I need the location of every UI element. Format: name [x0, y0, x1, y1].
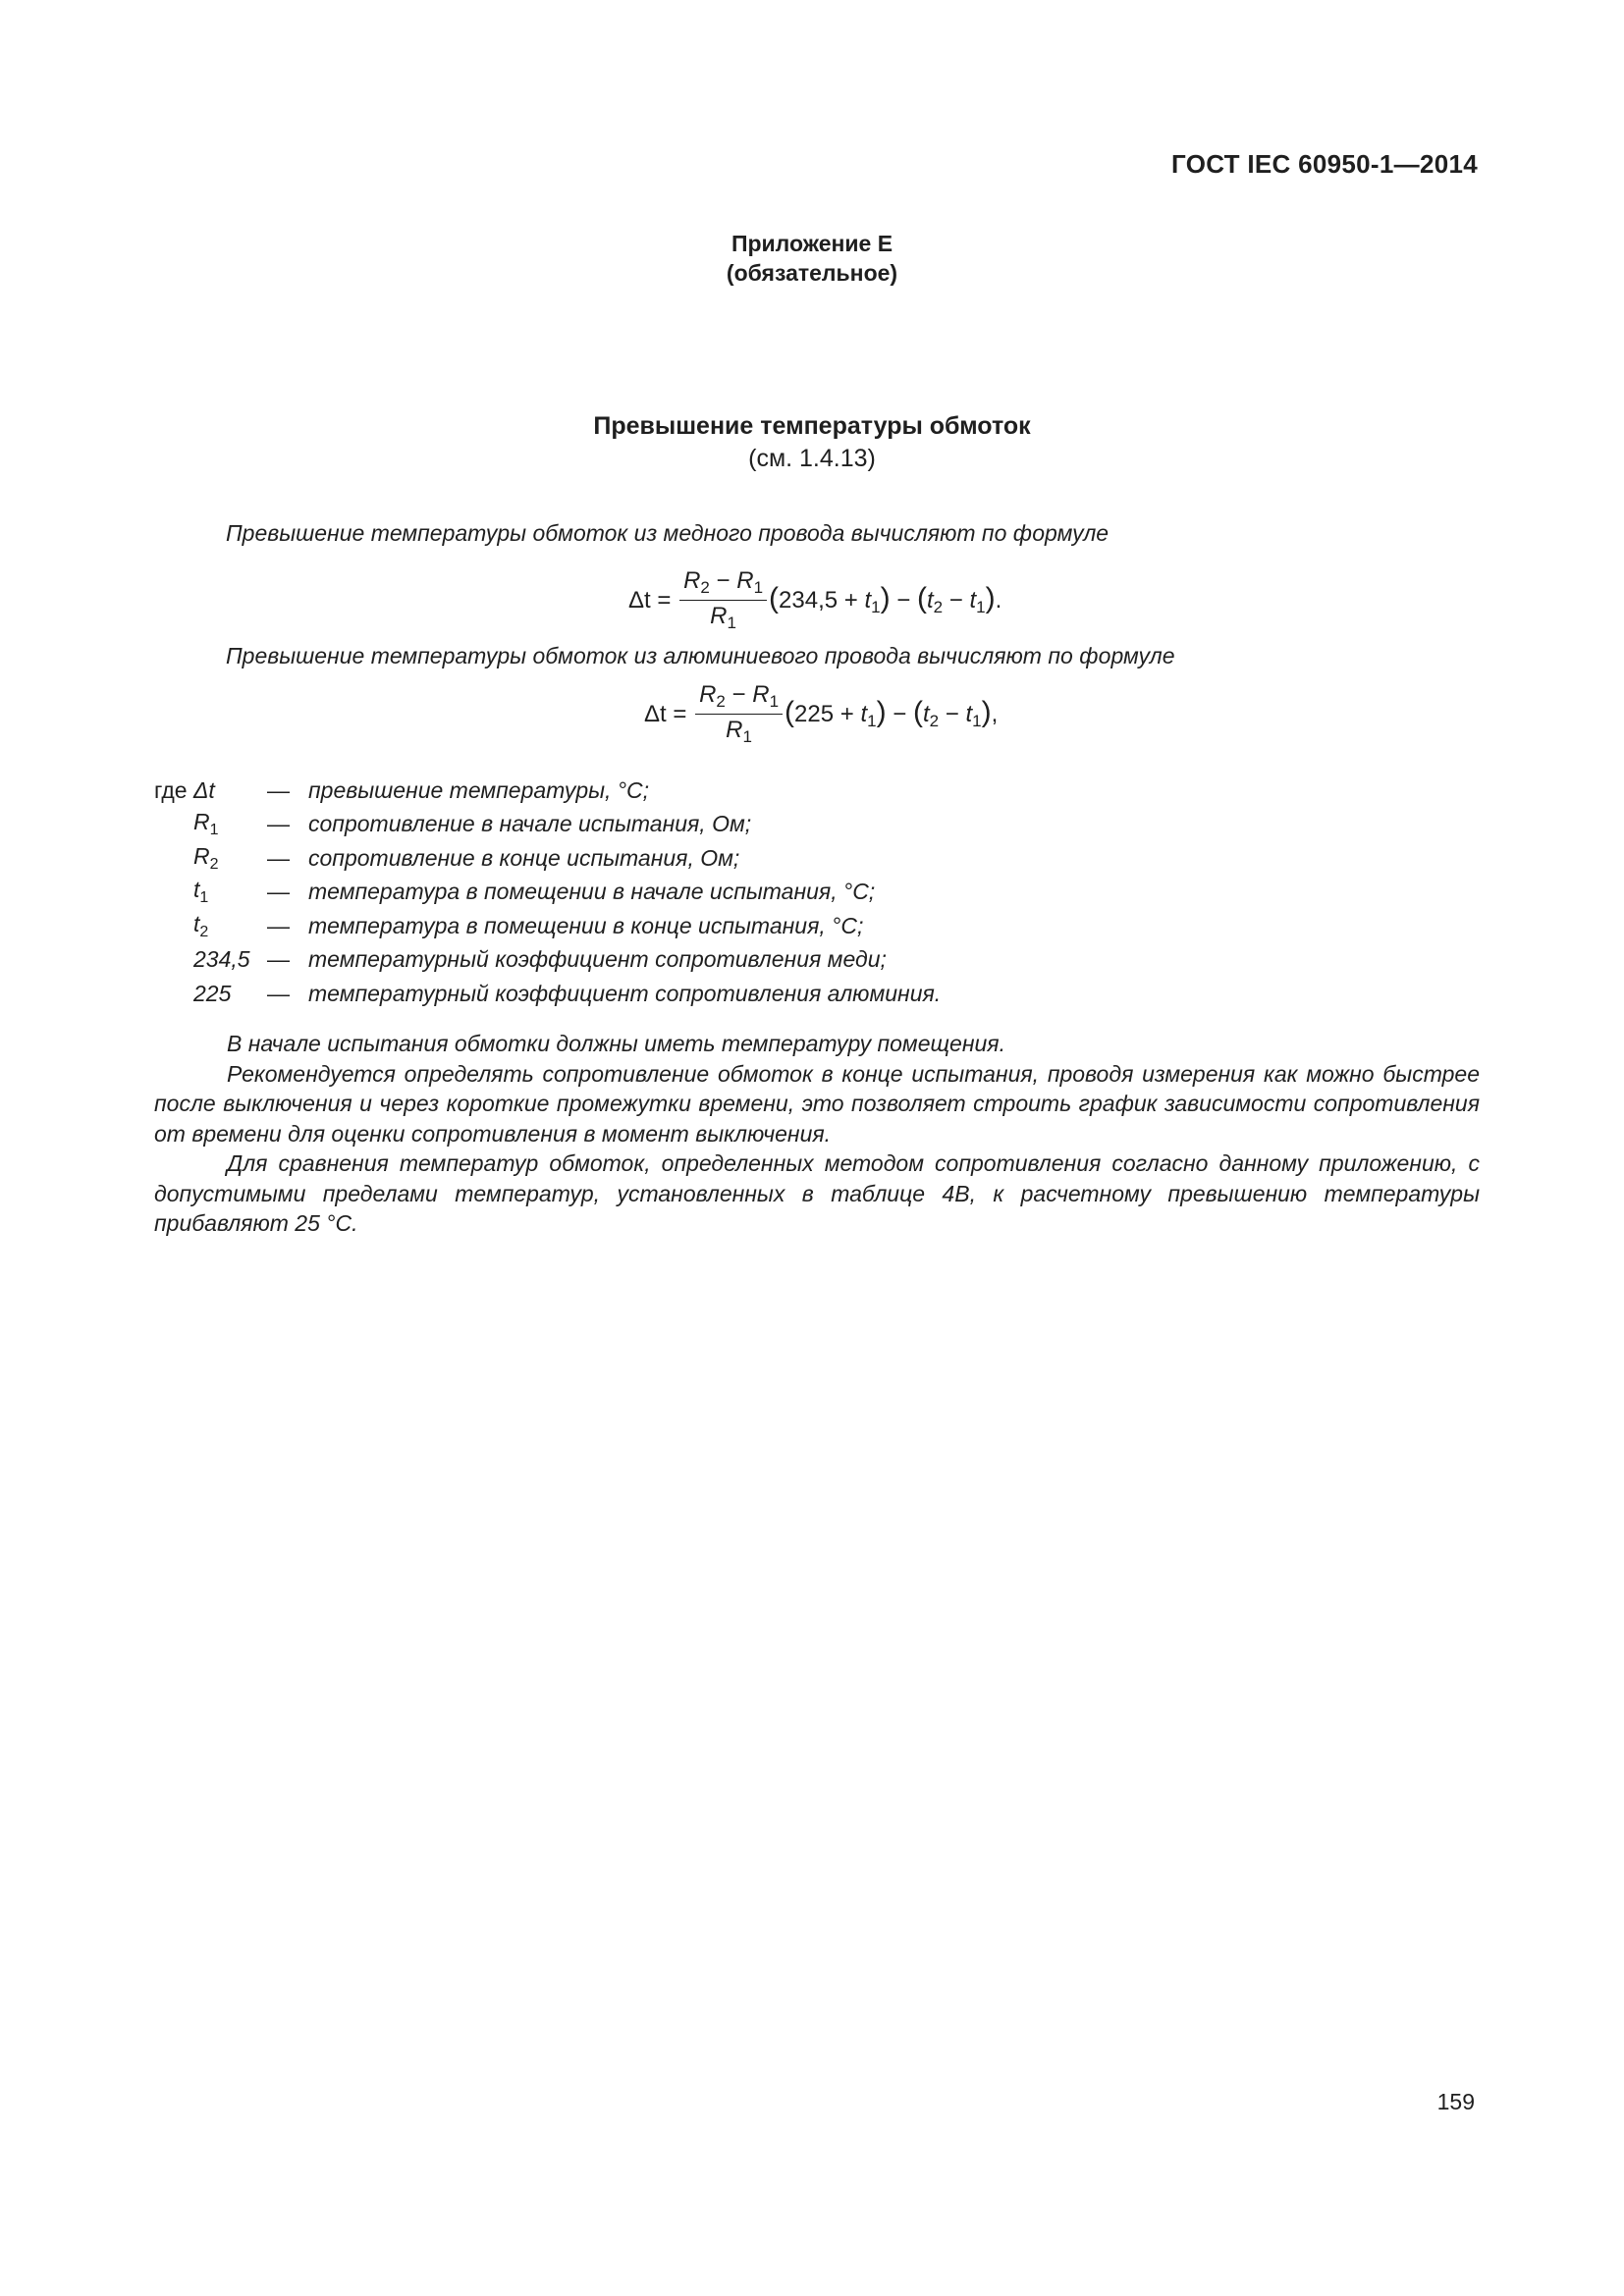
formula-fraction	[695, 681, 783, 747]
formula-numerator: $R_2 - R_1$	[695, 681, 783, 715]
copper-intro: Превышение температуры обмоток из медного провода вычисляют по формуле	[226, 520, 1110, 546]
legend-symbol: $R_1$	[193, 809, 219, 839]
paragraph: В начале испытания обмотки должны иметь температуру помещения.	[227, 1031, 1005, 1056]
legend-symbol: $t_1$	[193, 877, 209, 907]
legend-row	[154, 774, 941, 808]
legend-description: температура в помещении в конце испытания, °С;	[308, 912, 864, 938]
legend-description: температурный коэффициент сопротивления меди;	[308, 946, 887, 973]
page-number: 159	[1436, 2089, 1475, 2114]
annex-heading	[0, 229, 1624, 288]
legend-dash: —	[267, 811, 290, 837]
legend-symbol: где Δt	[154, 776, 215, 803]
formula-fraction	[679, 567, 767, 633]
legend-symbol: $t_2$	[193, 910, 209, 940]
legend-dash: —	[267, 912, 290, 938]
legend-description: температура в помещении в начале испытания, °С;	[308, 879, 876, 905]
legend-symbol: $R_2$	[193, 842, 219, 873]
legend-row	[154, 909, 941, 943]
aluminum-formula	[644, 681, 998, 747]
formula-numerator: $R_2 - R_1$	[679, 567, 767, 601]
formula-rest: $(225 + t_1) - (t_2 - t_1)$,	[785, 695, 999, 730]
legend-dash: —	[267, 879, 290, 905]
legend-row	[154, 808, 941, 842]
annex-status: (обязательное)	[726, 260, 898, 286]
legend-dash: —	[267, 980, 290, 1006]
legend-dash: —	[267, 776, 290, 803]
copper-formula	[628, 567, 1001, 633]
legend-description: сопротивление в конце испытания, Ом;	[308, 844, 740, 871]
body-paragraphs	[154, 1029, 1480, 1239]
section-title	[0, 410, 1624, 475]
aluminum-intro: Превышение температуры обмоток из алюминиевого провода вычисляют по формуле	[226, 643, 1175, 668]
legend-description: сопротивление в начале испытания, Ом;	[308, 811, 752, 837]
formula-lhs: Δt =	[628, 586, 672, 614]
legend-row	[154, 876, 941, 910]
standard-code: ГОСТ IEC 60950-1—2014	[1171, 149, 1478, 179]
formula-lhs: Δt =	[644, 700, 687, 727]
formula-denominator: $R_1$	[710, 603, 736, 632]
legend-dash: —	[267, 844, 290, 871]
paragraph: Для сравнения температур обмоток, определенных методом сопротивления согласно данному приложению, с допустимыми пределами температур, установленных в таблице 4В, к расчетному превышению температуры прибавляют 25 °С.	[154, 1150, 1480, 1236]
title-reference: (см. 1.4.13)	[748, 445, 876, 472]
formula-rest: $(234,5 + t_1) - (t_2 - t_1)$.	[769, 581, 1002, 616]
title-main: Превышение температуры обмоток	[593, 412, 1031, 440]
legend-row	[154, 841, 941, 876]
annex-label: Приложение Е	[731, 231, 893, 256]
legend-description: превышение температуры, °С;	[308, 776, 650, 803]
legend-symbol: 234,5	[193, 946, 250, 973]
variable-legend	[154, 774, 941, 1011]
legend-dash: —	[267, 946, 290, 973]
legend-symbol: 225	[193, 980, 232, 1006]
formula-denominator: $R_1$	[726, 717, 752, 746]
legend-row	[154, 943, 941, 978]
paragraph: Рекомендуется определять сопротивление обмоток в конце испытания, проводя измерения как можно быстрее после выключения и через короткие промежутки времени, это позволяет строить график зависимости сопротивления от времени для оценки сопротивления в момент выключения.	[154, 1060, 1480, 1147]
legend-description: температурный коэффициент сопротивления алюминия.	[308, 980, 942, 1006]
legend-row	[154, 977, 941, 1011]
